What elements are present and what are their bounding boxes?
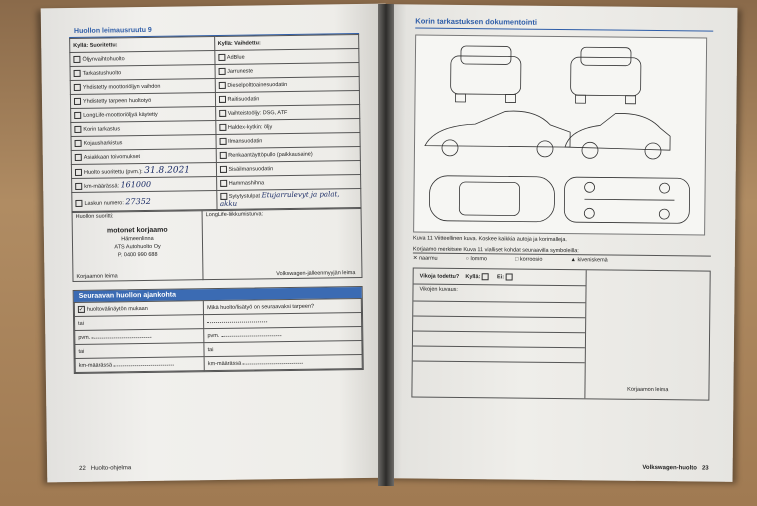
service-stamp-header: Huollon leimausruutu 9 [69,22,359,38]
next-service-header: Seuraavan huollon ajankohta [74,287,362,302]
checkbox[interactable]: ✓ [78,306,84,313]
book-spine [378,4,394,486]
left-page [41,4,393,483]
checkbox[interactable] [219,166,226,173]
figure-caption: Kuva 11 Viitteellinen kuva. Koskee kaikkia autoja ja korimalleja. [413,235,567,244]
checkbox[interactable] [74,84,81,91]
damage-found-row: Vikoja todettu? Kyllä: Ei: [414,268,586,286]
workshop-stamp-label: Korjaamon leima [76,273,118,281]
right-row-cell: Jarruneste [215,62,360,78]
left-row-cell: Kojausharkistus [71,135,216,151]
vw-stamp-label: Volkswagen-jälleenmyyjän leima [276,270,356,278]
checkbox[interactable] [75,199,82,206]
checkbox[interactable] [75,140,82,147]
car-outlines-svg [414,35,706,234]
workshop-stamp [76,226,199,260]
hatchback-side-view [565,113,670,159]
car-underbody-view [564,177,689,223]
checkbox[interactable] [75,183,82,190]
left-row-cell: Yhdistetty tarpeen huoltotyö [70,93,215,109]
right-row-cell: AdBlue [214,48,359,64]
right-workshop-stamp-label: Korjaamon leima [627,386,669,394]
checkbox[interactable] [218,96,225,103]
next-km: km-määrässä [75,357,204,373]
mark-chip: ▲ kiveniskemä [570,257,608,264]
handwritten-invoice: 27352 [125,196,151,206]
next-date-2: pvm. [204,327,362,343]
col2-header: Kyllä: Vaihdettu: [214,34,359,50]
left-row-cell: Laskun numero: 27352 [72,190,217,211]
left-row-cell: Tarkastushuolto [70,65,215,81]
left-row-cell: Asiakkaan toivomukset [71,149,216,165]
checkbox[interactable] [219,138,226,145]
handwritten-note: Etujarrulevyt ja palat, akku [219,190,340,208]
stamp-table [72,208,363,282]
yes-checkbox[interactable] [482,273,489,280]
checkbox[interactable] [218,68,225,75]
checkbox[interactable] [218,54,225,61]
left-row-cell: LongLife-moottoriöljyä käytetty [71,107,216,123]
right-row-cell: Haldex-kytkin: öljy [215,118,360,134]
stamp-line-3: ATS Autohuolto Oy [114,243,161,251]
mark-corrosion: □ korroosio [514,256,543,263]
mark-dent: ○ lommo [465,256,488,263]
next-opt1: ✓ huoltovälinäytön mukaan [74,301,203,317]
left-row-cell: km-määrässä: 161000 [72,176,217,192]
damage-desc-label: Vikojen kuvaus: [413,284,585,303]
marks-legend [413,255,711,264]
checkbox[interactable] [219,110,226,117]
no-checkbox[interactable] [506,273,513,280]
checkbox[interactable] [219,152,226,159]
checkbox[interactable] [75,154,82,161]
or-label-2: tai [75,343,204,359]
right-row-cell: Dieselpolttoainesuodatin [215,76,360,92]
mark-scratch: ✕ naarmu [412,255,438,262]
stamp-line-4: P. 0400 990 688 [117,251,158,259]
handwritten-km: 161000 [120,179,152,190]
col1-header: Kyllä: Suoritettu: [70,37,215,53]
checkbox[interactable] [74,98,81,105]
next-date: pvm. [75,329,204,345]
or-label: tai [75,315,204,331]
left-row-cell: Korin tarkastus [71,121,216,137]
checkbox[interactable] [218,82,225,89]
checkbox[interactable] [74,70,81,77]
right-row-cell: Ilmansuodatin [215,132,360,148]
stamp-line-1: motonet korjaamo [106,226,168,235]
car-rear-view [450,46,521,103]
car-diagram [413,34,707,235]
right-row-cell: Sytytystulpat Etujarrulevyt ja palat, akku [216,188,361,209]
sedan-side-view [425,110,570,157]
dealer-stamp-cell [72,211,203,282]
next-question: Mikä huolto/lisätyö on seuraavaksi tarpeen? [203,299,361,315]
longlife-label: LongLife-liikkumisturva: [205,211,264,219]
damage-form [411,267,710,400]
right-row-cell: Renkaantäyttöpullo (paikkausaine) [216,146,361,162]
handwritten-date: 31.8.2021 [144,164,191,176]
marks-intro: Korjaamo merkitsee Kuva 11 vialliset kohdat seuraavilla symboleilla: [413,246,711,256]
left-row-cell: Huolto suoritettu (pvm.): 31.8.2021 [71,163,216,179]
right-page-number: Volkswagen-huolto 23 [642,464,709,472]
car-top-view [429,176,554,222]
stamp-line-2: Hämeenlinna [121,235,154,243]
right-row-cell: Sisäilmansuodatin [216,160,361,176]
car-front-view [570,47,641,104]
right-row-cell: Raitisuodatin [215,90,360,106]
checkbox[interactable] [75,168,82,175]
left-page-number: 22 Huolto-ohjelma [79,465,132,472]
right-row-cell: Vaihteistoöljy: DSG, ATF [215,104,360,120]
next-service-table [74,298,363,373]
or-label-3: tai [204,341,362,357]
right-row-cell: Hammashihna [216,174,361,190]
body-inspection-header: Korin tarkastuksen dokumentointi [415,16,713,31]
checkbox[interactable] [73,56,80,63]
checkbox[interactable] [219,124,226,131]
left-row-cell: Yhdistetty moottoriöljyn vaihdon [70,79,215,95]
right-page [381,4,738,482]
next-km-2: km-määrässä [204,355,362,371]
checkbox[interactable] [220,180,227,187]
dealer-label: Huollon suoritti: [75,213,114,221]
left-row-cell: Öljynvaihtohuolto [70,51,215,67]
checkbox[interactable] [74,126,81,133]
longlife-cell [202,209,362,280]
service-checklist-table [69,34,361,212]
checkbox[interactable] [74,112,81,119]
